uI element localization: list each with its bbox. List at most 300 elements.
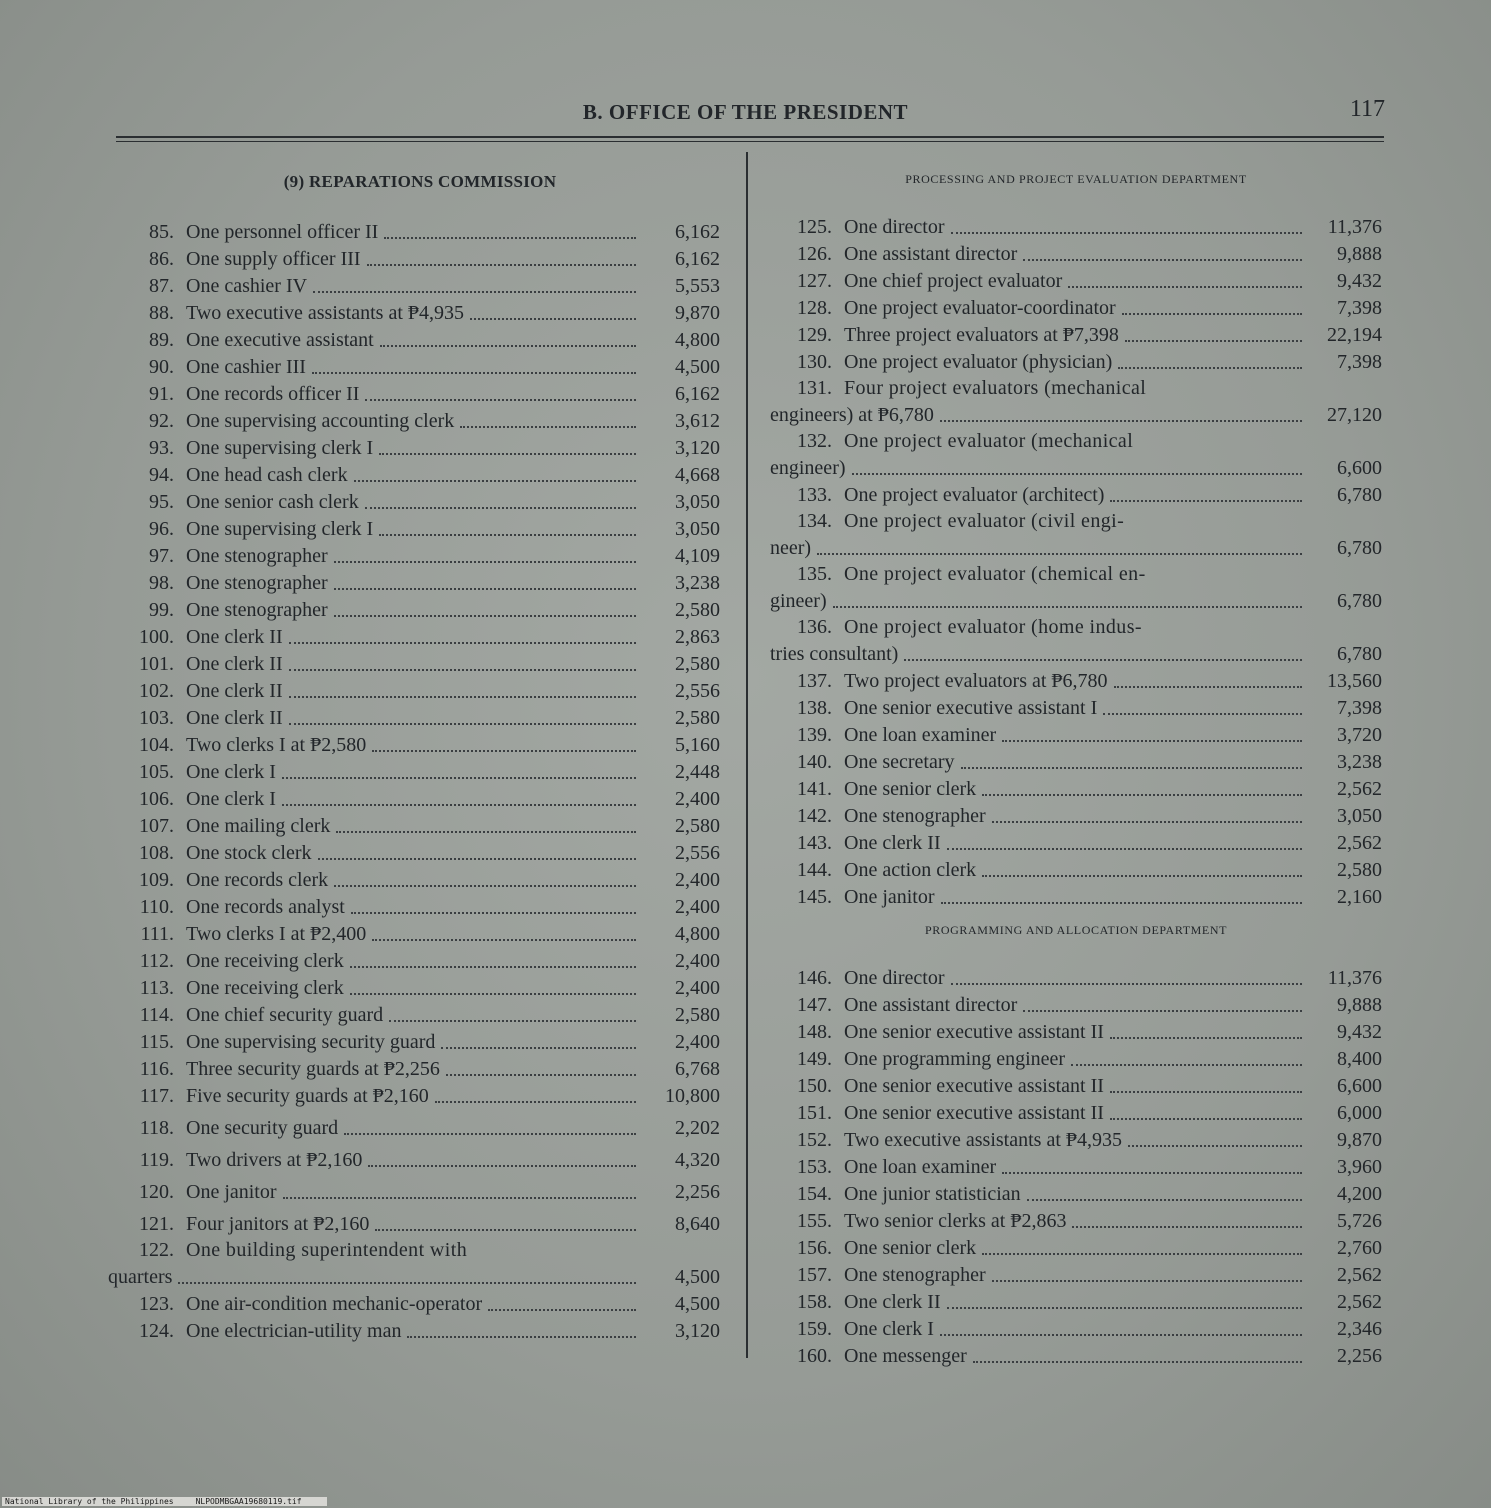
item-number: 117.: [139, 1085, 174, 1107]
line-item: [112, 1141, 720, 1173]
leader-dots: [941, 902, 1302, 904]
line-item: [112, 812, 720, 839]
line-item: [112, 407, 720, 434]
item-description: One supervising security guard: [186, 1031, 436, 1053]
item-description: Two drivers at ₱2,160: [186, 1149, 363, 1171]
item-description: One records analyst: [186, 896, 345, 918]
leader-dots: [365, 399, 636, 401]
line-item: [770, 1234, 1382, 1261]
leader-dots: [1002, 740, 1302, 742]
leader-dots: [435, 1101, 636, 1103]
item-description-cont: engineers) at ₱6,780: [770, 404, 934, 426]
item-description: Two executive assistants at ₱4,935: [844, 1129, 1122, 1151]
leader-dots: [1128, 1145, 1302, 1147]
item-amount: 4,320: [675, 1149, 720, 1171]
line-item: [770, 508, 1382, 561]
line-item: [770, 856, 1382, 883]
item-number: 132.: [797, 430, 832, 452]
item-description: One stock clerk: [186, 842, 312, 864]
item-number: 137.: [797, 670, 832, 692]
leader-dots: [947, 848, 1302, 850]
item-amount: 3,120: [675, 1320, 720, 1342]
item-amount: 2,580: [675, 653, 720, 675]
item-amount: 6,780: [1337, 643, 1382, 665]
item-description: One clerk II: [186, 707, 283, 729]
item-amount: 7,398: [1337, 297, 1382, 319]
item-amount: 2,400: [675, 1031, 720, 1053]
item-amount: 2,448: [675, 761, 720, 783]
item-number: 131.: [797, 377, 832, 399]
leader-dots: [1002, 1172, 1302, 1174]
item-number: 104.: [139, 734, 174, 756]
item-amount: 9,432: [1337, 270, 1382, 292]
item-amount: 2,202: [675, 1117, 720, 1139]
line-item: [112, 596, 720, 623]
leader-dots: [1118, 367, 1302, 369]
item-amount: 4,668: [675, 464, 720, 486]
item-amount: 5,553: [675, 275, 720, 297]
line-item: [770, 1072, 1382, 1099]
item-number: 128.: [797, 297, 832, 319]
item-number: 146.: [797, 967, 832, 989]
item-amount: 8,640: [675, 1213, 720, 1235]
item-description: One cashier IV: [186, 275, 308, 297]
item-amount: 2,400: [675, 896, 720, 918]
line-item: [112, 326, 720, 353]
item-number: 121.: [139, 1213, 174, 1235]
item-number: 148.: [797, 1021, 832, 1043]
line-item: [770, 1288, 1382, 1315]
item-description: Two executive assistants at ₱4,935: [186, 302, 464, 324]
line-item: [770, 1180, 1382, 1207]
item-amount: 3,120: [675, 437, 720, 459]
item-description: One receiving clerk: [186, 950, 344, 972]
line-item: [770, 294, 1382, 321]
item-number: 108.: [139, 842, 174, 864]
item-amount: 7,398: [1337, 351, 1382, 373]
item-number: 94.: [149, 464, 174, 486]
line-item: [112, 218, 720, 245]
item-description: One clerk I: [186, 788, 276, 810]
item-amount: 4,800: [675, 329, 720, 351]
item-number: 122.: [139, 1239, 174, 1261]
item-number: 109.: [139, 869, 174, 891]
item-number: 150.: [797, 1075, 832, 1097]
item-description: One loan examiner: [844, 1156, 997, 1178]
item-amount: 6,162: [675, 248, 720, 270]
leader-dots: [947, 1307, 1302, 1309]
line-item: [770, 348, 1382, 375]
item-number: 120.: [139, 1181, 174, 1203]
leader-dots: [380, 345, 636, 347]
item-description: One supervising accounting clerk: [186, 410, 455, 432]
item-amount: 2,562: [1337, 778, 1382, 800]
item-number: 89.: [149, 329, 174, 351]
item-description: Three security guards at ₱2,256: [186, 1058, 440, 1080]
item-amount: 8,400: [1337, 1048, 1382, 1070]
leader-dots: [488, 1309, 636, 1311]
item-description: One chief project evaluator: [844, 270, 1063, 292]
item-amount: 11,376: [1327, 216, 1382, 238]
item-amount: 5,726: [1337, 1210, 1382, 1232]
line-item: [770, 748, 1382, 775]
item-amount: 4,500: [675, 356, 720, 378]
item-description: One action clerk: [844, 859, 977, 881]
item-amount: 4,200: [1337, 1183, 1382, 1205]
item-description: One senior executive assistant II: [844, 1102, 1104, 1124]
line-item: [112, 1001, 720, 1028]
line-item: [112, 893, 720, 920]
item-amount: 3,238: [675, 572, 720, 594]
item-description: One senior clerk: [844, 1237, 977, 1259]
leader-dots: [289, 642, 636, 644]
section-title-processing: PROCESSING AND PROJECT EVALUATION DEPARTMENT: [905, 172, 1247, 186]
leader-dots: [1023, 259, 1302, 261]
line-item: [112, 623, 720, 650]
line-item: [112, 1028, 720, 1055]
line-item: [112, 434, 720, 461]
line-item: [112, 299, 720, 326]
item-description: One stenographer: [186, 599, 328, 621]
item-amount: 6,162: [675, 383, 720, 405]
right-item-list-2: [770, 964, 1382, 1369]
item-description-cont: quarters: [108, 1266, 173, 1288]
item-number: 140.: [797, 751, 832, 773]
item-amount: 2,863: [675, 626, 720, 648]
line-item: [112, 1173, 720, 1205]
scan-footer: [2, 1497, 327, 1506]
item-description: One clerk II: [844, 1291, 941, 1313]
item-number: 143.: [797, 832, 832, 854]
item-description: One cashier III: [186, 356, 306, 378]
item-description: Four project evaluators (mechanical: [844, 377, 1147, 399]
leader-dots: [1103, 713, 1302, 715]
line-item: [112, 380, 720, 407]
leader-dots: [350, 966, 636, 968]
item-number: 95.: [149, 491, 174, 513]
leader-dots: [1110, 1037, 1302, 1039]
leader-dots: [313, 291, 636, 293]
line-item: [112, 488, 720, 515]
item-number: 113.: [139, 977, 174, 999]
item-number: 142.: [797, 805, 832, 827]
leader-dots: [992, 1280, 1302, 1282]
item-description: One project evaluator (mechanical: [844, 430, 1134, 452]
item-number: 123.: [139, 1293, 174, 1315]
leader-dots: [1110, 1091, 1302, 1093]
line-item: [112, 758, 720, 785]
item-amount: 22,194: [1327, 324, 1382, 346]
item-description: Three project evaluators at ₱7,398: [844, 324, 1119, 346]
item-amount: 2,556: [675, 842, 720, 864]
line-item: [112, 866, 720, 893]
item-amount: 6,600: [1337, 457, 1382, 479]
item-number: 126.: [797, 243, 832, 265]
item-number: 112.: [139, 950, 174, 972]
line-item: [770, 883, 1382, 910]
line-item: [770, 721, 1382, 748]
leader-dots: [334, 615, 636, 617]
leader-dots: [334, 885, 636, 887]
item-number: 101.: [139, 653, 174, 675]
item-description: One security guard: [186, 1117, 339, 1139]
item-description: One director: [844, 216, 945, 238]
item-amount: 2,400: [675, 977, 720, 999]
item-amount: 2,580: [1337, 859, 1382, 881]
line-item: [112, 839, 720, 866]
line-item: [770, 802, 1382, 829]
line-item: [112, 704, 720, 731]
item-amount: 6,780: [1337, 590, 1382, 612]
line-item: [112, 569, 720, 596]
item-description: One project evaluator (home indus-: [844, 616, 1142, 638]
item-number: 156.: [797, 1237, 832, 1259]
leader-dots: [375, 1229, 636, 1231]
line-item: [770, 829, 1382, 856]
item-description: One supervising clerk I: [186, 518, 374, 540]
item-number: 110.: [139, 896, 174, 918]
item-amount: 4,500: [675, 1293, 720, 1315]
leader-dots: [1068, 286, 1302, 288]
item-amount: 7,398: [1337, 697, 1382, 719]
leader-dots: [904, 659, 1302, 661]
item-number: 103.: [139, 707, 174, 729]
item-description-cont: neer): [770, 537, 812, 559]
item-description-cont: engineer): [770, 457, 846, 479]
item-number: 147.: [797, 994, 832, 1016]
item-amount: 3,050: [1337, 805, 1382, 827]
item-description: One chief security guard: [186, 1004, 384, 1026]
leader-dots: [334, 588, 636, 590]
column-divider: [746, 152, 748, 1358]
line-item: [770, 240, 1382, 267]
item-description: One senior executive assistant II: [844, 1075, 1104, 1097]
item-description: One supply officer III: [186, 248, 361, 270]
leader-dots: [379, 453, 636, 455]
leader-dots: [992, 821, 1302, 823]
item-amount: 6,162: [675, 221, 720, 243]
item-number: 136.: [797, 616, 832, 638]
leader-dots: [379, 534, 636, 536]
leader-dots: [951, 232, 1302, 234]
item-number: 98.: [149, 572, 174, 594]
item-number: 91.: [149, 383, 174, 405]
leader-dots: [1125, 340, 1302, 342]
item-description: One records officer II: [186, 383, 360, 405]
item-amount: 2,580: [675, 599, 720, 621]
item-amount: 9,888: [1337, 994, 1382, 1016]
item-number: 93.: [149, 437, 174, 459]
item-description: One messenger: [844, 1345, 967, 1367]
leader-dots: [289, 696, 636, 698]
leader-dots: [312, 372, 636, 374]
item-amount: 4,500: [675, 1266, 720, 1288]
leader-dots: [940, 420, 1302, 422]
item-amount: 5,160: [675, 734, 720, 756]
line-item: [770, 1315, 1382, 1342]
leader-dots: [940, 1334, 1302, 1336]
footer-library: National Library of the Philippines: [5, 1497, 174, 1506]
line-item: [112, 1290, 720, 1317]
item-number: 139.: [797, 724, 832, 746]
item-number: 124.: [139, 1320, 174, 1342]
item-amount: 3,720: [1337, 724, 1382, 746]
item-description: One head cash clerk: [186, 464, 348, 486]
leader-dots: [365, 507, 636, 509]
leader-dots: [1072, 1226, 1302, 1228]
item-number: 100.: [139, 626, 174, 648]
item-number: 134.: [797, 510, 832, 532]
item-description: One janitor: [844, 886, 935, 908]
item-amount: 2,400: [675, 788, 720, 810]
right-item-list: [770, 213, 1382, 910]
item-amount: 6,780: [1337, 537, 1382, 559]
leader-dots: [282, 777, 636, 779]
item-number: 114.: [139, 1004, 174, 1026]
footer-file: NLPODMBGAA19680119.tif: [195, 1497, 302, 1506]
leader-dots: [1023, 1010, 1302, 1012]
item-description: One supervising clerk I: [186, 437, 374, 459]
item-description: One clerk I: [844, 1318, 934, 1340]
item-description: One clerk II: [844, 832, 941, 854]
leader-dots: [384, 237, 636, 239]
item-number: 118.: [139, 1117, 174, 1139]
item-number: 105.: [139, 761, 174, 783]
line-item: [112, 461, 720, 488]
leader-dots: [1110, 1118, 1302, 1120]
section-title-programming: PROGRAMMING AND ALLOCATION DEPARTMENT: [924, 923, 1228, 937]
line-item: [112, 1205, 720, 1237]
line-item: [112, 542, 720, 569]
line-item: [112, 974, 720, 1001]
leader-dots: [460, 426, 636, 428]
item-amount: 13,560: [1327, 670, 1382, 692]
item-description: One stenographer: [186, 572, 328, 594]
line-item: [112, 731, 720, 758]
item-amount: 2,400: [675, 950, 720, 972]
item-description: One clerk II: [186, 626, 283, 648]
item-amount: 6,780: [1337, 484, 1382, 506]
item-description: Two project evaluators at ₱6,780: [844, 670, 1108, 692]
item-description: Five security guards at ₱2,160: [186, 1085, 429, 1107]
page-number: 117: [1349, 96, 1385, 122]
leader-dots: [282, 804, 636, 806]
item-description: One loan examiner: [844, 724, 997, 746]
item-amount: 2,580: [675, 707, 720, 729]
leader-dots: [961, 767, 1303, 769]
item-number: 160.: [797, 1345, 832, 1367]
leader-dots: [368, 1165, 636, 1167]
leader-dots: [1027, 1199, 1302, 1201]
line-item: [770, 375, 1382, 428]
leader-dots: [354, 480, 636, 482]
item-number: 119.: [139, 1149, 174, 1171]
leader-dots: [982, 875, 1302, 877]
line-item: [112, 1055, 720, 1082]
line-item: [112, 272, 720, 299]
line-item: [770, 428, 1382, 481]
item-number: 145.: [797, 886, 832, 908]
item-description: One secretary: [844, 751, 955, 773]
leader-dots: [350, 993, 636, 995]
item-number: 141.: [797, 778, 832, 800]
line-item: [770, 1018, 1382, 1045]
line-item: [108, 1237, 720, 1290]
item-description: One senior clerk: [844, 778, 977, 800]
line-item: [770, 775, 1382, 802]
item-amount: 4,800: [675, 923, 720, 945]
item-number: 88.: [149, 302, 174, 324]
item-description: One air-condition mechanic-operator: [186, 1293, 483, 1315]
item-description: One stenographer: [844, 1264, 986, 1286]
item-description: One clerk II: [186, 680, 283, 702]
line-item: [112, 245, 720, 272]
line-item: [112, 947, 720, 974]
leader-dots: [336, 831, 636, 833]
item-description: One programming engineer: [844, 1048, 1066, 1070]
item-amount: 2,346: [1337, 1318, 1382, 1340]
line-item: [770, 614, 1382, 667]
leader-dots: [372, 939, 636, 941]
item-description: One stenographer: [186, 545, 328, 567]
item-description: One clerk I: [186, 761, 276, 783]
item-description: One project evaluator (chemical en-: [844, 563, 1146, 585]
item-amount: 27,120: [1327, 404, 1382, 426]
line-item: [112, 920, 720, 947]
item-amount: 3,960: [1337, 1156, 1382, 1178]
item-number: 115.: [139, 1031, 174, 1053]
leader-dots: [344, 1133, 636, 1135]
line-item: [770, 991, 1382, 1018]
item-amount: 3,238: [1337, 751, 1382, 773]
item-description: One senior executive assistant II: [844, 1021, 1104, 1043]
item-description: One project evaluator (physician): [844, 351, 1113, 373]
item-number: 116.: [139, 1058, 174, 1080]
item-number: 155.: [797, 1210, 832, 1232]
item-description: One assistant director: [844, 243, 1018, 265]
line-item: [770, 481, 1382, 508]
item-number: 107.: [139, 815, 174, 837]
item-number: 125.: [797, 216, 832, 238]
item-amount: 2,400: [675, 869, 720, 891]
leader-dots: [1114, 686, 1302, 688]
item-number: 87.: [149, 275, 174, 297]
leader-dots: [817, 553, 1302, 555]
header-rule-thin: [116, 141, 1384, 142]
leader-dots: [1071, 1064, 1302, 1066]
leader-dots: [367, 264, 636, 266]
line-item: [770, 1261, 1382, 1288]
leader-dots: [1110, 500, 1302, 502]
item-description: One electrician-utility man: [186, 1320, 402, 1342]
line-item: [112, 515, 720, 542]
item-description: One records clerk: [186, 869, 329, 891]
line-item: [770, 964, 1382, 991]
item-amount: 6,600: [1337, 1075, 1382, 1097]
item-description: Four janitors at ₱2,160: [186, 1213, 370, 1235]
item-number: 96.: [149, 518, 174, 540]
item-amount: 6,000: [1337, 1102, 1382, 1124]
item-amount: 6,768: [675, 1058, 720, 1080]
item-amount: 2,580: [675, 815, 720, 837]
item-number: 138.: [797, 697, 832, 719]
item-amount: 2,562: [1337, 832, 1382, 854]
item-number: 154.: [797, 1183, 832, 1205]
item-amount: 2,562: [1337, 1264, 1382, 1286]
item-amount: 9,870: [1337, 1129, 1382, 1151]
line-item: [112, 353, 720, 380]
item-description: One assistant director: [844, 994, 1018, 1016]
